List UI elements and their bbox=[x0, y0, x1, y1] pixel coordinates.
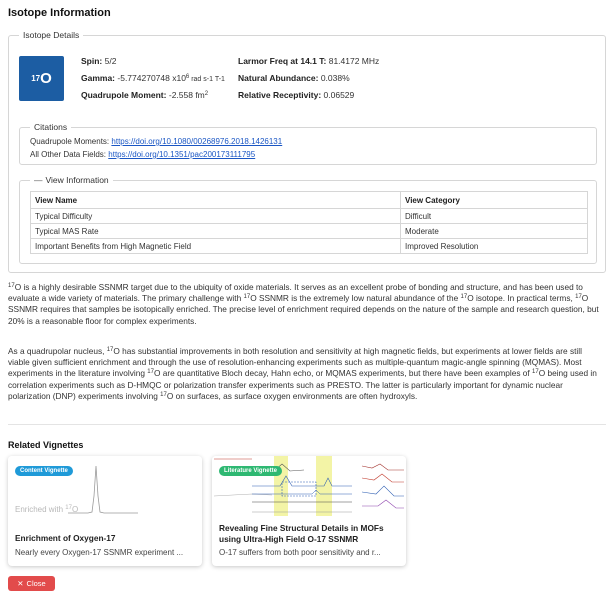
isotope-symbol-tile: 17 O bbox=[19, 56, 64, 101]
description-paragraph-1: $^{17}$O is a highly desirable SSNMR target due to the ubiquity of oxide materials. It serves as an excellent probe of bonding and structure, and has been used to evaluate a wide variety of materials. The primary challenge with $^{17}$O SSNMR is the extremely low natural abundance of the $^{17}$O isotope. In practical terms, $^{17}$O SSNMR requires that samples be isotopically enriched. The precise level of enrichment required depends on the nature of the sample and research question, but 20% is a reasonable floor for complex experiments. bbox=[8, 282, 599, 326]
section-divider bbox=[8, 424, 606, 425]
content-vignette-badge: Content Vignette bbox=[15, 466, 73, 476]
thumbnail-caption: Enriched with $^{17}$O bbox=[15, 505, 79, 514]
spin-value: 5/2 bbox=[104, 56, 117, 66]
table-cell: Moderate bbox=[401, 224, 588, 239]
table-row bbox=[31, 209, 588, 224]
table-cell: Improved Resolution bbox=[401, 239, 588, 254]
vignette-card-description: O-17 suffers from both poor sensitivity and r... bbox=[219, 548, 381, 557]
larmor-frequency-property: Larmor Freq at 14.1 T: 81.4172 MHz bbox=[238, 56, 380, 66]
natural-abundance-value: 0.038% bbox=[320, 73, 350, 83]
table-cell: Typical Difficulty bbox=[31, 209, 401, 224]
close-label: Close bbox=[26, 579, 46, 588]
table-cell: Important Benefits from High Magnetic Field bbox=[31, 239, 401, 254]
table-row bbox=[31, 239, 588, 254]
literature-vignette-badge: Literature Vignette bbox=[219, 466, 282, 476]
table-cell: Typical MAS Rate bbox=[31, 224, 401, 239]
vignette-card-title: Revealing Fine Structural Details in MOFs using Ultra-High Field O-17 SSNMR bbox=[219, 523, 384, 544]
larmor-frequency-value: 81.4172 MHz bbox=[328, 56, 380, 66]
spin-property: Spin: 5/2 bbox=[81, 56, 117, 66]
isotope-details-panel bbox=[8, 30, 606, 273]
quadrupole-citation-link[interactable]: https://doi.org/10.1080/00268976.2018.1426131 bbox=[111, 137, 283, 146]
table-row bbox=[31, 224, 588, 239]
quadrupole-moment-value: -2.558 fm bbox=[168, 90, 205, 100]
description-paragraph-2: As a quadrupolar nucleus, $^{17}$O has substantial improvements in both resolution and sensitivity at high magnetic fields, but experiments at lower fields are still viable given sufficient enrichment and through the use of resolution-enhancing experiments such as multiple-quantum magic-angle spinning (MQMAS). Most experiments in the literature involving $^{17}$O are quantitative Bloch decay, Hahn echo, or MQMAS experiments, but there have been examples of $^{17}$O being used in correlation experiments such as D-HMQC or polarization transfer experiments such as PRESTO. The latter is particularly important for dynamic nuclear polarization (DNP) experiments involving $^{17}$O on surfaces, as surface oxygen environments are often hydroxyls. bbox=[8, 346, 597, 401]
citations-legend: Citations bbox=[30, 122, 71, 132]
natural-abundance-property: Natural Abundance: 0.038% bbox=[238, 73, 350, 83]
view-information-table bbox=[30, 191, 588, 254]
gamma-property: Gamma: -5.774270748 $x10^6$ rad s-1 T-1 bbox=[81, 73, 225, 83]
collapse-dash-icon: — bbox=[34, 175, 43, 185]
vignette-card-description: Nearly every Oxygen-17 SSNMR experiment ... bbox=[15, 548, 184, 557]
view-information-panel bbox=[19, 175, 597, 264]
relative-receptivity-value: 0.06529 bbox=[323, 90, 355, 100]
isotope-symbol: O bbox=[40, 70, 52, 87]
citations-panel bbox=[19, 122, 597, 165]
gamma-value: -5.774270748 x10 bbox=[117, 73, 186, 83]
close-icon: ✕ bbox=[17, 579, 24, 588]
isotope-details-legend: Isotope Details bbox=[19, 30, 83, 40]
close-button[interactable] bbox=[8, 576, 55, 591]
related-vignettes-title: Related Vignettes bbox=[8, 440, 84, 450]
table-header-view-name: View Name bbox=[31, 192, 401, 209]
vignette-card-enrichment[interactable] bbox=[8, 456, 202, 566]
vignette-card-title: Enrichment of Oxygen-17 bbox=[15, 533, 116, 543]
table-header-view-category: View Category bbox=[401, 192, 588, 209]
table-cell: Difficult bbox=[401, 209, 588, 224]
other-citation-link[interactable]: https://doi.org/10.1351/pac200173111795 bbox=[108, 150, 256, 159]
quadrupole-moment-property: Quadrupole Moment: -2.558 $fm^2$ bbox=[81, 90, 209, 100]
relative-receptivity-property: Relative Receptivity: 0.06529 bbox=[238, 90, 355, 100]
table-header-row bbox=[31, 192, 588, 209]
gamma-unit: rad s-1 T-1 bbox=[189, 76, 225, 83]
quadrupole-citation: Quadrupole Moments: https://doi.org/10.1080/00268976.2018.1426131 bbox=[30, 137, 283, 146]
mofs-thumbnail bbox=[212, 456, 406, 516]
page-title: Isotope Information bbox=[8, 7, 111, 19]
other-citation: All Other Data Fields: https://doi.org/10.1351/pac200173111795 bbox=[30, 150, 256, 159]
vignette-card-mofs[interactable] bbox=[212, 456, 406, 566]
view-information-legend[interactable]: — View Information bbox=[30, 175, 113, 185]
